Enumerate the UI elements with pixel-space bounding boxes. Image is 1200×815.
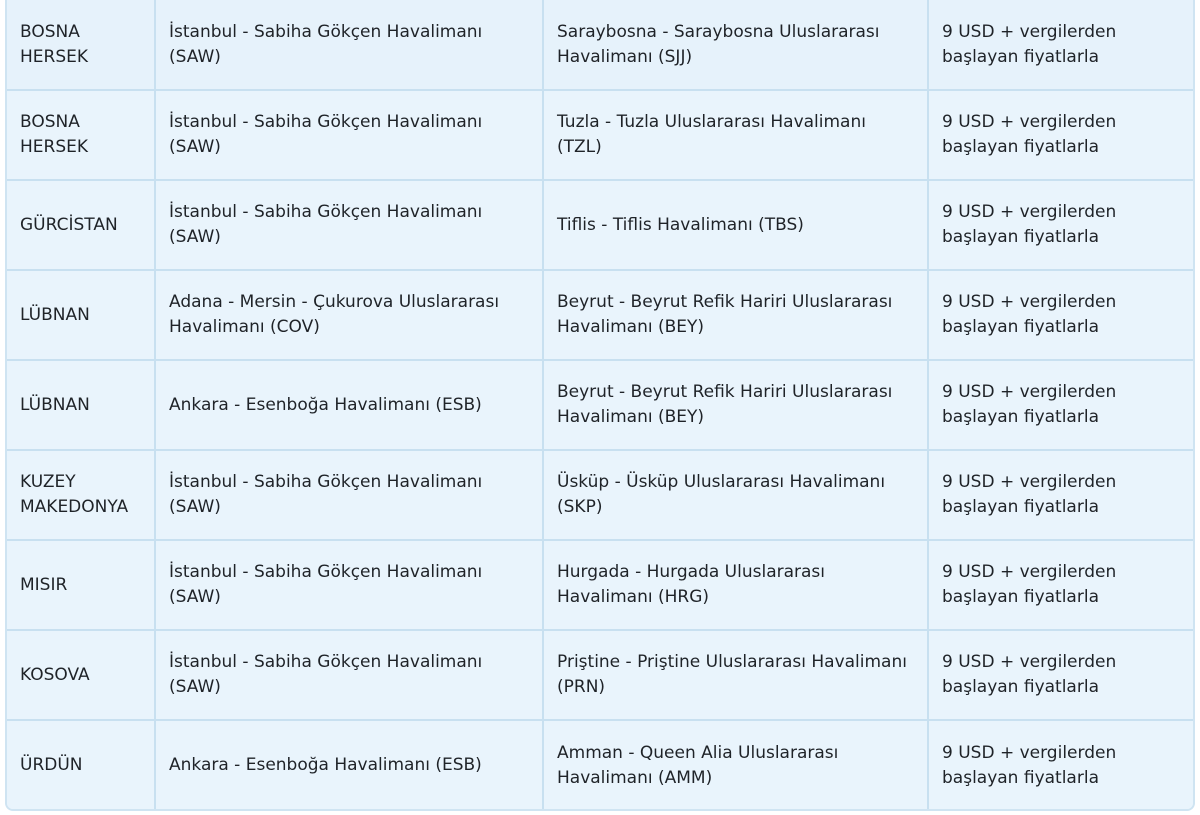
table-row (7, 450, 1193, 540)
destination-airport-cell: Beyrut - Beyrut Refik Hariri Uluslararası Havalimanı (BEY) (543, 360, 928, 450)
table-row (7, 0, 1193, 90)
price-cell: 9 USD + vergilerden başlayan fiyatlarla (928, 0, 1193, 90)
destination-airport-cell: Hurgada - Hurgada Uluslararası Havalimanı (HRG) (543, 540, 928, 630)
origin-airport-cell: İstanbul - Sabiha Gökçen Havalimanı (SAW) (155, 0, 543, 90)
origin-airport-cell: İstanbul - Sabiha Gökçen Havalimanı (SAW) (155, 90, 543, 180)
destination-airport-cell: Saraybosna - Saraybosna Uluslararası Havalimanı (SJJ) (543, 0, 928, 90)
price-cell: 9 USD + vergilerden başlayan fiyatlarla (928, 450, 1193, 540)
country-cell: ÜRDÜN (7, 720, 155, 810)
price-cell: 9 USD + vergilerden başlayan fiyatlarla (928, 540, 1193, 630)
table-row (7, 630, 1193, 720)
destination-airport-cell: Tuzla - Tuzla Uluslararası Havalimanı (TZL) (543, 90, 928, 180)
country-cell: KOSOVA (7, 630, 155, 720)
price-cell: 9 USD + vergilerden başlayan fiyatlarla (928, 630, 1193, 720)
destination-airport-cell: Beyrut - Beyrut Refik Hariri Uluslararası Havalimanı (BEY) (543, 270, 928, 360)
table-row (7, 180, 1193, 270)
origin-airport-cell: Ankara - Esenboğa Havalimanı (ESB) (155, 360, 543, 450)
price-cell: 9 USD + vergilerden başlayan fiyatlarla (928, 720, 1193, 810)
destination-airport-cell: Üsküp - Üsküp Uluslararası Havalimanı (SKP) (543, 450, 928, 540)
country-cell: GÜRCİSTAN (7, 180, 155, 270)
origin-airport-cell: İstanbul - Sabiha Gökçen Havalimanı (SAW) (155, 540, 543, 630)
origin-airport-cell: Ankara - Esenboğa Havalimanı (ESB) (155, 720, 543, 810)
country-cell: KUZEY MAKEDONYA (7, 450, 155, 540)
destination-airport-cell: Priştine - Priştine Uluslararası Havalimanı (PRN) (543, 630, 928, 720)
country-cell: BOSNA HERSEK (7, 90, 155, 180)
price-cell: 9 USD + vergilerden başlayan fiyatlarla (928, 90, 1193, 180)
country-cell: MISIR (7, 540, 155, 630)
table-row (7, 540, 1193, 630)
table-row (7, 720, 1193, 810)
country-cell: BOSNA HERSEK (7, 0, 155, 90)
routes-table-container (5, 0, 1195, 811)
origin-airport-cell: İstanbul - Sabiha Gökçen Havalimanı (SAW) (155, 630, 543, 720)
price-cell: 9 USD + vergilerden başlayan fiyatlarla (928, 180, 1193, 270)
routes-table (7, 0, 1193, 810)
origin-airport-cell: Adana - Mersin - Çukurova Uluslararası Havalimanı (COV) (155, 270, 543, 360)
country-cell: LÜBNAN (7, 270, 155, 360)
destination-airport-cell: Tiflis - Tiflis Havalimanı (TBS) (543, 180, 928, 270)
price-cell: 9 USD + vergilerden başlayan fiyatlarla (928, 270, 1193, 360)
price-cell: 9 USD + vergilerden başlayan fiyatlarla (928, 360, 1193, 450)
origin-airport-cell: İstanbul - Sabiha Gökçen Havalimanı (SAW) (155, 180, 543, 270)
table-row (7, 270, 1193, 360)
destination-airport-cell: Amman - Queen Alia Uluslararası Havalimanı (AMM) (543, 720, 928, 810)
routes-table-body (7, 0, 1193, 810)
table-row (7, 90, 1193, 180)
table-row (7, 360, 1193, 450)
origin-airport-cell: İstanbul - Sabiha Gökçen Havalimanı (SAW) (155, 450, 543, 540)
country-cell: LÜBNAN (7, 360, 155, 450)
